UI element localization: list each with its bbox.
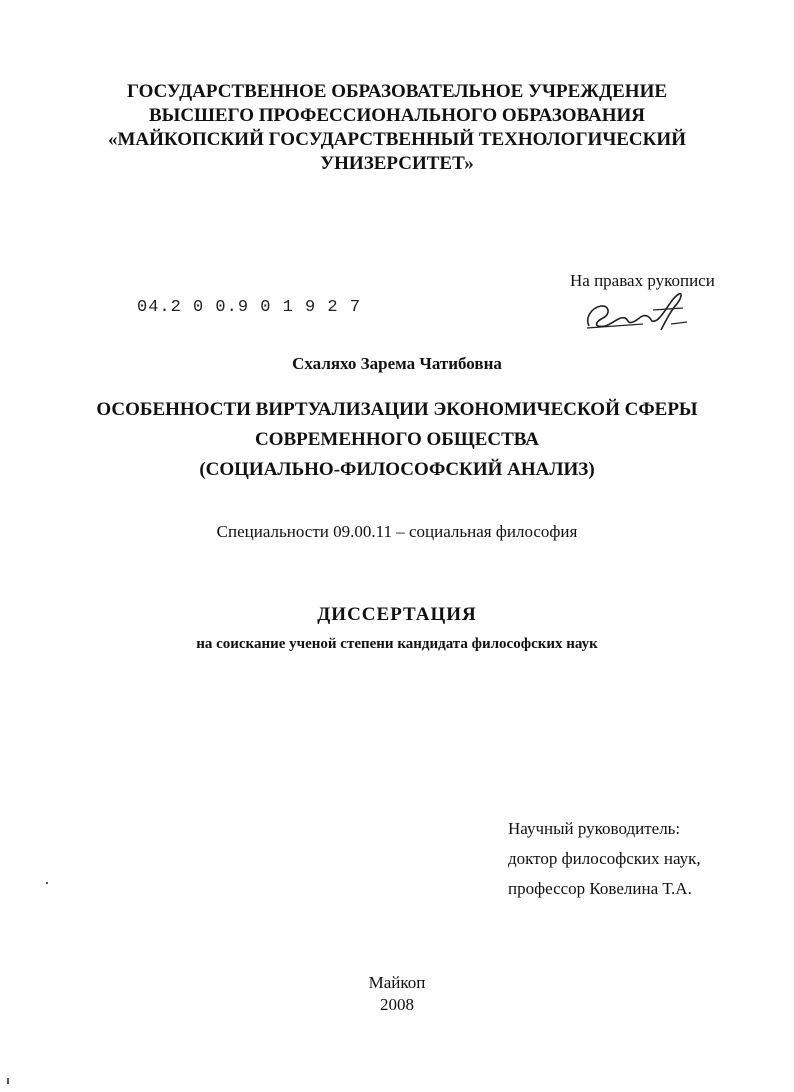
scan-speck (46, 882, 48, 884)
supervisor-line: Научный руководитель: (508, 819, 681, 838)
handwritten-signature (583, 288, 693, 334)
city: Майкоп (368, 973, 426, 992)
institution-header (0, 80, 794, 176)
specialty-line: Специальности 09.00.11 – социальная философия (216, 522, 578, 541)
year: 2008 (380, 995, 414, 1014)
scan-speck (7, 1078, 9, 1084)
supervisor-block (508, 814, 701, 904)
supervisor-line: профессор Ковелина Т.А. (508, 879, 692, 898)
city-year-block (0, 972, 794, 1016)
title-line: ОСОБЕННОСТИ ВИРТУАЛИЗАЦИИ ЭКОНОМИЧЕСКОЙ СФЕРЫ (96, 399, 698, 420)
institution-line: ВЫСШЕГО ПРОФЕССИОНАЛЬНОГО ОБРАЗОВАНИЯ (149, 105, 645, 126)
dissertation-title (0, 395, 794, 485)
manuscript-rights-label: На правах рукописи (570, 271, 715, 290)
author-name: Схаляхо Зарема Чатибовна (292, 354, 502, 373)
degree-line: на соискание ученой степени кандидата философских наук (196, 636, 598, 652)
registration-code: 04.2 0 0.9 0 1 9 2 7 (137, 298, 362, 317)
institution-line: УНИЗЕРСИТЕТ» (320, 153, 474, 174)
title-line: СОВРЕМЕННОГО ОБЩЕСТВА (254, 429, 539, 450)
institution-line: «МАЙКОПСКИЙ ГОСУДАРСТВЕННЫЙ ТЕХНОЛОГИЧЕСКИЙ (108, 129, 686, 150)
title-line: (СОЦИАЛЬНО-ФИЛОСОФСКИЙ АНАЛИЗ) (199, 459, 595, 480)
institution-line: ГОСУДАРСТВЕННОЕ ОБРАЗОВАТЕЛЬНОЕ УЧРЕЖДЕНИЕ (126, 81, 668, 102)
thesis-label: ДИССЕРТАЦИЯ (317, 604, 477, 625)
supervisor-line: доктор философских наук, (508, 849, 701, 868)
